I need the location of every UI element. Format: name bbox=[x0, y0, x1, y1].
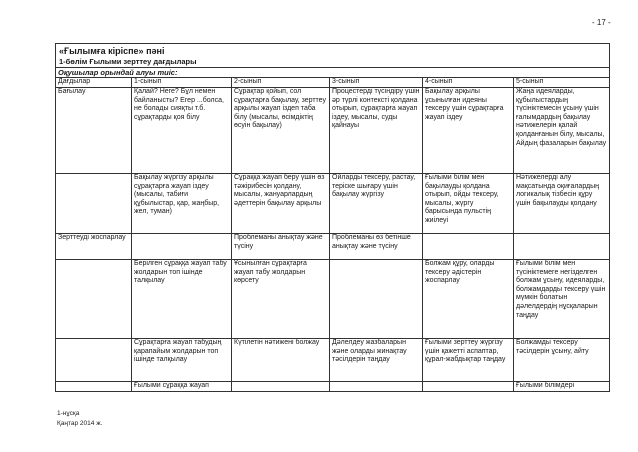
header-row bbox=[56, 78, 610, 88]
grade-4-cell: Ғылыми зерттеу жүргізу үшін қажетті аспаптар, құрал-жабдықтар таңдау bbox=[423, 339, 514, 382]
grade-3-cell: Процестерді түсіндіру үшін әр түрлі контексті қолдана отырып, сұрақтарға жауап іздеу, мысалы, суды қайнауы bbox=[330, 88, 423, 174]
table-row bbox=[56, 339, 610, 382]
grade-2-cell bbox=[232, 382, 330, 392]
grade-3-cell bbox=[330, 260, 423, 339]
table-title-cell bbox=[56, 44, 610, 68]
subject-title: «Ғылымға кіріспе» пәні bbox=[59, 46, 165, 56]
grade-5-cell: Ғылыми білімдері bbox=[514, 382, 610, 392]
grade-1-cell: Қалай? Неге? Бұл немен байланысты? Егер ...болса, не болады сияқты т.б. сұрақтарды қоя білу bbox=[132, 88, 232, 174]
skill-cell bbox=[56, 260, 132, 339]
skill-cell: Зерттеуді жоспарлау bbox=[56, 234, 132, 260]
grade-4-cell: Ғылыми білім мен бақылауды қолдана отырып, ойды тексеру, мысалы, жүргу барысында пульстің жиілеуі bbox=[423, 174, 514, 234]
section-subtitle: 1-бөлім Ғылыми зерттеу дағдылары bbox=[59, 57, 197, 66]
page-footer bbox=[57, 409, 102, 429]
grade-5-cell bbox=[514, 234, 610, 260]
objectives-label: Оқушылар орындай алуы тиіс: bbox=[56, 68, 610, 78]
grade-4-cell: Болжам құру, оларды тексеру әдістерін жоспарлау bbox=[423, 260, 514, 339]
header-grade-5: 5-сынып bbox=[514, 78, 610, 88]
grade-4-cell: Бақылау арқылы ұсынылған идеяны тексеру үшін сұрақтарға жауап іздеу bbox=[423, 88, 514, 174]
grade-4-cell bbox=[423, 382, 514, 392]
grade-2-cell: Сұрақтар қойып, сол сұрақтарға бақылау, зерттеу арқылы жауап іздеп таба білу (мысалы, өсімдіктің өсуін бақылау) bbox=[232, 88, 330, 174]
table-row bbox=[56, 174, 610, 234]
grade-2-cell: Күтілетін нәтижені болжау bbox=[232, 339, 330, 382]
grade-2-cell: Сұраққа жауап беру үшін өз тәжірибесін қолдану, мысалы, жануарлардың әдеттерін бақылау арқылы bbox=[232, 174, 330, 234]
grade-1-cell: Бақылау жүргізу арқылы сұрақтарға жауап іздеу (мысалы, табиғи құбылыстар, қар, жаңбыр, жел, туман) bbox=[132, 174, 232, 234]
table-row bbox=[56, 382, 610, 392]
grade-1-cell: Берілген сұраққа жауап табу жолдарын топ ішінде талқылау bbox=[132, 260, 232, 339]
grade-2-cell: Ұсынылған сұрақтарға жауап табу жолдарын көрсету bbox=[232, 260, 330, 339]
skill-cell bbox=[56, 174, 132, 234]
curriculum-table bbox=[55, 43, 610, 392]
grade-3-cell: Проблеманы өз бетінше анықтау және түсіну bbox=[330, 234, 423, 260]
grade-4-cell bbox=[423, 234, 514, 260]
table-row bbox=[56, 260, 610, 339]
grade-3-cell bbox=[330, 382, 423, 392]
page-number: - 17 - bbox=[592, 18, 611, 27]
table-row bbox=[56, 234, 610, 260]
grade-1-cell: Сұрақтарға жауап табудың қарапайым жолдарын топ ішінде талқылау bbox=[132, 339, 232, 382]
header-grade-2: 2-сынып bbox=[232, 78, 330, 88]
grade-5-cell: Болжамды тексеру тәсілдерін ұсыну, айту bbox=[514, 339, 610, 382]
skill-cell bbox=[56, 339, 132, 382]
grade-2-cell: Проблеманы анықтау және түсіну bbox=[232, 234, 330, 260]
header-skills: Дағдылар bbox=[56, 78, 132, 88]
skill-cell bbox=[56, 382, 132, 392]
header-grade-1: 1-сынып bbox=[132, 78, 232, 88]
skill-cell: Бағылау bbox=[56, 88, 132, 174]
grade-1-cell: Ғылыми сұраққа жауап bbox=[132, 382, 232, 392]
version-label: 1-нұсқа bbox=[57, 410, 80, 417]
grade-3-cell: Дәлелдеу жазбаларын және оларды жинақтау тәсілдерін таңдау bbox=[330, 339, 423, 382]
grade-5-cell: Нәтижелерді алу мақсатында оқиғалардың логикалық тізбесін құру үшін бақылауды қолдану bbox=[514, 174, 610, 234]
table-row bbox=[56, 88, 610, 174]
header-grade-3: 3-сынып bbox=[330, 78, 423, 88]
header-grade-4: 4-сынып bbox=[423, 78, 514, 88]
grade-1-cell bbox=[132, 234, 232, 260]
grade-3-cell: Ойларды тексеру, растау, теріске шығару үшін бақылау жүргізу bbox=[330, 174, 423, 234]
grade-5-cell: Ғылыми білім мен түсініктемеге негізделген болжам ұсыну, идеяларды, болжамдарды тексеру үшін мүмкін болатын дәлелдердің нұсқаларын таңдау bbox=[514, 260, 610, 339]
grade-5-cell: Жаңа идеяларды, құбылыстардың түсініктемесін ұсыну үшін ғалымдардың бақылау нәтижелерін қалай қолданғанын білу, мысалы, Айдың фазаларын бақылау bbox=[514, 88, 610, 174]
date-label: Қаңтар 2014 ж. bbox=[57, 420, 103, 427]
